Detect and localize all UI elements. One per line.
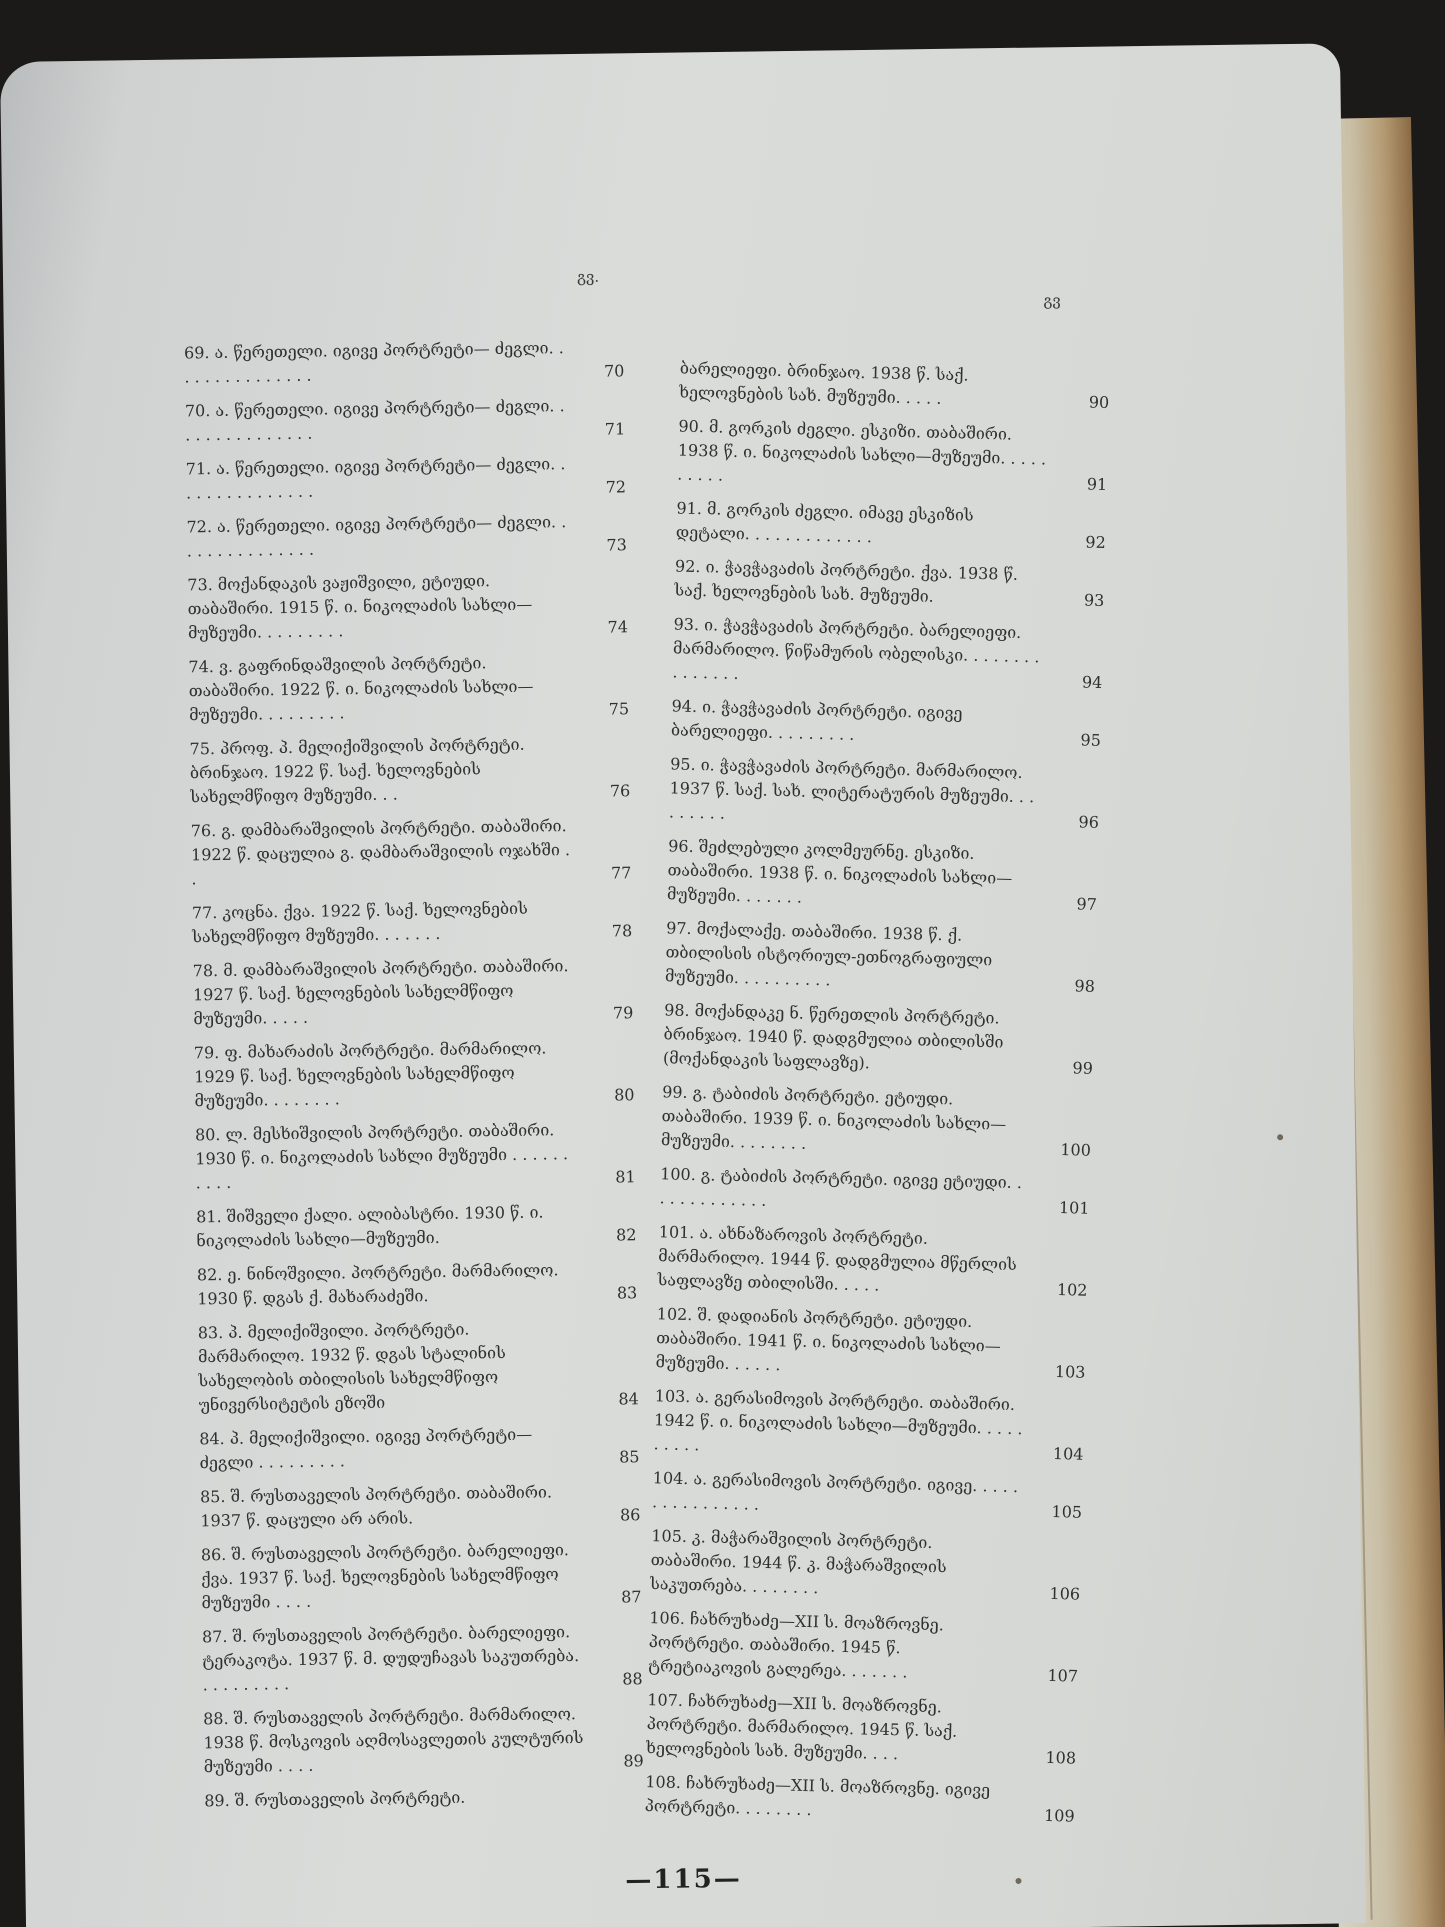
entry-text: 83. პ. მელიქიშვილი. პორტრეტი. მარმარილო. 1932 წ. დგას სტალინის სახელობის თბილისის სახელმწიფო უნივერსიტეტის ეზოში <box>197 1319 506 1415</box>
entry-text: 69. ა. წერეთელი. იგივე პორტრეტი— ძეგლი. . . . . . . . . . . . . . . <box>183 338 564 387</box>
entry-page-number: 90 <box>1088 392 1110 413</box>
catalog-entry <box>665 916 1097 998</box>
entry-text: 73. მოქანდაკის ვაჟიშვილი, ეტიუდი. თაბაშირი. 1915 წ. ი. ნიკოლაძის სახლი—მუზეუმი. . . . . . . . . <box>187 571 533 643</box>
catalog-entry <box>199 1421 640 1475</box>
entry-page-number: 81 <box>615 1167 636 1187</box>
catalog-entry <box>204 1783 644 1813</box>
catalog-entry <box>201 1537 642 1615</box>
catalog-entry <box>653 1384 1085 1466</box>
entry-text: 80. ლ. მესხიშვილის პორტრეტი. თაბაშირი. 1930 წ. ი. ნიკოლაძის სახლი მუზეუმი . . . . . . . . . . <box>194 1120 569 1193</box>
entry-page-number: 70 <box>603 361 625 381</box>
catalog-entry <box>648 1606 1080 1688</box>
catalog-entry <box>646 1688 1078 1770</box>
entry-text: 86. შ. რუსთაველის პორტრეტი. ბარელიეფი. ქვა. 1937 წ. საქ. ხელოვნების სახელმწიფო მუზეუმი . . . . <box>200 1540 570 1613</box>
entry-page-number: 97 <box>1076 894 1098 914</box>
catalog-entry <box>191 813 632 891</box>
entry-page-number: 100 <box>1060 1140 1092 1160</box>
entry-text: 101. ა. ახნაზაროვის პორტრეტი. მარმარილო. 1944 წ. დადგმულია მწერლის საფლავზე თბილისში. . . . . <box>657 1222 1018 1295</box>
catalog-entry <box>186 451 627 505</box>
entry-page-number: 80 <box>613 1085 635 1105</box>
entry-page-number: 106 <box>1049 1583 1081 1604</box>
entry-text: 94. ი. ჭავჭავაძის პორტრეტი. იგივე ბარელიეფი. . . . . . . . . <box>670 696 963 744</box>
catalog-entry <box>197 1257 638 1311</box>
entry-page-number: 105 <box>1051 1501 1083 1522</box>
entry-text: 72. ა. წერეთელი. იგივე პორტრეტი— ძეგლი. . . . . . . . . . . . . . . <box>186 512 567 561</box>
entry-text: 79. ფ. მახარაძის პორტრეტი. მარმარილო. 1929 წ. საქ. ხელოვნების სახელმწიფო მუზეუმი. . . . . . . . <box>193 1038 547 1111</box>
entry-text: 75. პროფ. პ. მელიქიშვილის პორტრეტი. ბრინჯაო. 1922 წ. საქ. ხელოვნების სახელმწიფო მუზეუმი. . . <box>189 734 525 807</box>
catalog-entry <box>196 1199 637 1253</box>
catalog-entry <box>185 393 626 447</box>
entry-page-number: 76 <box>609 781 631 801</box>
entry-page-number: 103 <box>1054 1361 1086 1382</box>
entry-page-number: 101 <box>1058 1198 1090 1218</box>
entry-text: 89. შ. რუსთაველის პორტრეტი. <box>204 1787 466 1811</box>
catalog-entry <box>671 694 1102 752</box>
entry-page-number: 92 <box>1085 532 1106 552</box>
catalog-entry <box>189 731 630 809</box>
entry-text: ბარელიეფი. ბრინჯაო. 1938 წ. საქ. ხელოვნების სახ. მუზეუმი. . . . . <box>679 358 969 408</box>
entry-text: 93. ი. ჭავჭავაძის პორტრეტი. ბარელიეფი. მარმარილო. წიწამურის ობელისკი. . . . . . . . . . . . . . . <box>672 614 1040 684</box>
catalog-entry <box>672 612 1104 694</box>
catalog-entry <box>667 834 1099 916</box>
catalog-entry <box>187 567 628 645</box>
entry-text: 97. მოქალაქე. თაბაშირი. 1938 წ. ქ. თბილისის ისტორიულ-ეთნოგრაფიული მუზეუმი. . . . . . . . . . <box>664 918 993 990</box>
catalog-entry <box>192 895 633 949</box>
left-column-header: გვ. <box>576 267 600 286</box>
entry-text: 70. ა. წერეთელი. იგივე პორტრეტი— ძეგლი. . . . . . . . . . . . . . . <box>184 396 565 445</box>
catalog-entry <box>659 1162 1090 1220</box>
entry-page-number: 107 <box>1047 1665 1079 1686</box>
entry-page-number: 73 <box>606 535 627 555</box>
catalog-entry <box>676 496 1107 554</box>
entry-text: 81. შიშველი ქალი. ალიბასტრი. 1930 წ. ი. ნიკოლაძის სახლი—მუზეუმი. <box>196 1202 544 1251</box>
entry-text: 106. ჩახრუხაძე—XII ს. მოაზროვნე. პორტრეტი. თაბაშირი. 1945 წ. ტრეტიაკოვის გალერეა. . . . . . . <box>647 1608 945 1682</box>
entry-page-number: 87 <box>621 1587 642 1607</box>
catalog-entry <box>200 1479 641 1533</box>
catalog-entry <box>657 1220 1089 1302</box>
entry-page-number: 74 <box>607 617 629 637</box>
paper-spot <box>1277 1134 1283 1140</box>
catalog-entry <box>188 649 629 727</box>
entry-page-number: 93 <box>1083 590 1105 610</box>
entry-text: 100. გ. ტაბიძის პორტრეტი. იგივე ეტიუდი. . . . . . . . . . . . . <box>659 1164 1023 1210</box>
catalog-entry <box>661 1080 1093 1162</box>
entry-text: 96. შეძლებული კოლმეურნე. ესკიზი. თაბაშირი. 1938 წ. ი. ნიკოლაძის სახლი—მუზეუმი. . . . . . . <box>666 836 1013 907</box>
entry-page-number: 95 <box>1080 730 1102 750</box>
catalog-entry <box>677 415 1109 497</box>
entry-page-number: 71 <box>604 419 626 439</box>
catalog-entry <box>674 554 1105 612</box>
catalog-entry <box>186 509 627 563</box>
catalog-entry <box>650 1524 1082 1606</box>
catalog-entry <box>194 1035 635 1113</box>
entry-page-number: 79 <box>612 1003 634 1023</box>
entry-text: 82. ე. ნინოშვილი. პორტრეტი. მარმარილო. 1930 წ. დგას ქ. მახარაძეში. <box>196 1260 559 1309</box>
right-column-header: გვ <box>1043 291 1061 310</box>
catalog-entry <box>184 335 625 389</box>
entry-text: 71. ა. წერეთელი. იგივე პორტრეტი— ძეგლი. . . . . . . . . . . . . . . <box>185 454 566 503</box>
entry-page-number: 72 <box>605 477 627 497</box>
catalog-entry <box>652 1466 1083 1524</box>
entry-text: 76. გ. დამბარაშვილის პორტრეტი. თაბაშირი. 1922 წ. დაცულია გ. დამბარაშვილის ოჯახში . . <box>190 816 571 889</box>
entry-text: 85. შ. რუსთაველის პორტრეტი. თაბაშირი. 1937 წ. დაცული არ არის. <box>199 1482 553 1531</box>
entry-text: 74. ვ. გაფრინდაშვილის პორტრეტი. თაბაშირი. 1922 წ. ი. ნიკოლაძის სახლი—მუზეუმი. . . . . . . . . <box>188 653 534 725</box>
catalog-entry <box>669 752 1101 834</box>
catalog-entry <box>655 1302 1087 1384</box>
entry-page-number: 109 <box>1043 1805 1075 1826</box>
entry-page-number: 94 <box>1081 672 1103 692</box>
entry-text: 102. შ. დადიანის პორტრეტი. ეტიუდი. თაბაშირი. 1941 წ. ი. ნიკოლაძის სახლი—მუზეუმი. . . . . . <box>655 1304 1001 1375</box>
entry-page-number: 78 <box>611 921 633 941</box>
catalog-entry <box>203 1701 644 1779</box>
entry-text: 99. გ. ტაბიძის პორტრეტი. ეტიუდი. თაბაშირი. 1939 წ. ი. ნიკოლაძის სახლი—მუზეუმი. . . . . . . . <box>660 1082 1007 1153</box>
left-column <box>184 335 645 1823</box>
entry-page-number: 82 <box>615 1225 637 1245</box>
entry-text: 104. ა. გერასიმოვის პორტრეტი. იგივე. . . . . . . . . . . . . . . . <box>651 1468 1019 1514</box>
catalog-entry <box>679 357 1110 415</box>
entry-text: 88. შ. რუსთაველის პორტრეტი. მარმარილო. 1938 წ. მოსკოვის აღმოსავლეთის კულტურის მუზეუმი . . . . <box>203 1704 584 1777</box>
entry-page-number: 88 <box>622 1669 643 1689</box>
entry-page-number: 75 <box>608 699 630 719</box>
entry-page-number: 96 <box>1078 812 1100 832</box>
entry-page-number: 104 <box>1052 1443 1084 1464</box>
entry-page-number: 83 <box>616 1283 638 1303</box>
catalog-entry <box>198 1315 639 1417</box>
catalog-entry <box>193 953 634 1031</box>
entry-text: 91. მ. გორკის ძეგლი. იმავე ესკიზის დეტალი. . . . . . . . . . . . . <box>675 498 974 547</box>
paper-spot <box>1015 1878 1021 1884</box>
entry-page-number: 108 <box>1045 1747 1077 1768</box>
right-column <box>644 357 1110 1839</box>
entry-text: 78. მ. დამბარაშვილის პორტრეტი. თაბაშირი. 1927 წ. საქ. ხელოვნების სახელმწიფო მუზეუმი. . . . . <box>192 956 569 1029</box>
entry-page-number: 86 <box>619 1505 641 1525</box>
entry-text: 95. ი. ჭავჭავაძის პორტრეტი. მარმარილო. 1937 წ. საქ. სახ. ლიტერატურის მუზეუმი. . . . . . . . . <box>668 754 1035 823</box>
book-page <box>0 43 1366 1927</box>
catalog-entry <box>195 1117 636 1195</box>
entry-page-number: 84 <box>618 1389 639 1409</box>
entry-page-number: 85 <box>619 1447 640 1467</box>
entry-page-number: 102 <box>1056 1280 1088 1300</box>
entry-page-number: 89 <box>623 1751 644 1771</box>
entry-page-number: 98 <box>1074 976 1096 996</box>
entry-text: 107. ჩახრუხაძე—XII ს. მოაზროვნე. პორტრეტი. მარმარილო. 1945 წ. საქ. ხელოვნების სახ. მუზეუმი. . . . <box>645 1690 958 1764</box>
page-number: —115— <box>625 1863 742 1896</box>
entry-text: 105. კ. მაჭარაშვილის პორტრეტი. თაბაშირი. 1944 წ. კ. მაჭარაშვილის საკუთრება. . . . . . . . <box>649 1526 947 1598</box>
entry-text: 108. ჩახრუხაძე—XII ს. მოაზროვნე. იგივე პორტრეტი. . . . . . . . <box>644 1772 991 1820</box>
catalog-entry <box>663 998 1095 1080</box>
entry-text: 103. ა. გერასიმოვის პორტრეტი. თაბაშირი. 1942 წ. ი. ნიკოლაძის სახლი—მუზეუმი. . . . . . . . . . <box>653 1386 1023 1455</box>
catalog-entry <box>202 1619 643 1697</box>
entry-page-number: 77 <box>610 863 632 883</box>
entry-text: 77. კოცნა. ქვა. 1922 წ. საქ. ხელოვნების სახელმწიფო მუზეუმი. . . . . . . <box>191 898 528 947</box>
entry-text: 98. მოქანდაკე ნ. წერეთლის პორტრეტი. ბრინჯაო. 1940 წ. დადგმულია თბილისში (მოქანდაკის საფლავზე). <box>662 1000 1004 1073</box>
entry-page-number: 99 <box>1072 1058 1094 1078</box>
entry-text: 87. შ. რუსთაველის პორტრეტი. ბარელიეფი. ტერაკოტა. 1937 წ. მ. დუდუჩავას საკუთრება. . . . . . . . . . <box>201 1622 580 1695</box>
entry-text: 92. ი. ჭავჭავაძის პორტრეტი. ქვა. 1938 წ. საქ. ხელოვნების სახ. მუზეუმი. <box>674 556 1019 606</box>
entry-page-number: 91 <box>1086 474 1108 494</box>
entry-text: 90. მ. გორკის ძეგლი. ესკიზი. თაბაშირი. 1938 წ. ი. ნიკოლაძის სახლი—მუზეუმი. . . . . . . . . . <box>677 416 1047 485</box>
entry-text: 84. პ. მელიქიშვილი. იგივე პორტრეტი—ძეგლი . . . . . . . . . <box>199 1424 533 1473</box>
catalog-entry <box>644 1770 1075 1828</box>
